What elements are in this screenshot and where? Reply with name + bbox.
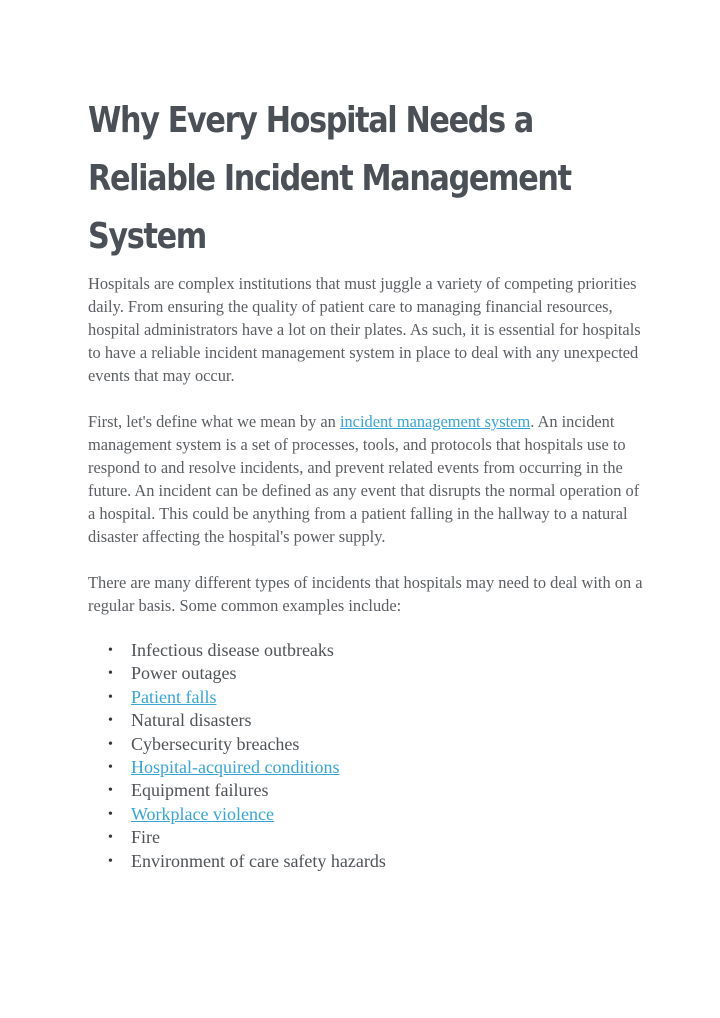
article-title: Why Every Hospital Needs a Reliable Incident Management System <box>88 100 571 257</box>
list-item <box>88 756 648 779</box>
incident-types-list <box>88 639 648 873</box>
bullet-icon: • <box>108 760 113 776</box>
incident-type-label: Environment of care safety hazards <box>131 850 386 871</box>
list-item <box>88 709 648 732</box>
definition-text-before-link: First, let's define what we mean by an <box>88 412 340 431</box>
incident-type-label: Fire <box>131 827 160 848</box>
incident-type-label: Infectious disease outbreaks <box>131 640 334 660</box>
list-item <box>88 686 648 709</box>
definition-text-after-link: . An incident management system is a set of processes, tools, and protocols that hospitals use to respond to and resolve incidents, and prevent related events from occurring in the future. An incident can be defined as any event that disrupts the normal operation of a hospital. This could be anything from a patient falling in the hallway to a natural disaster affecting the hospital's power supply. <box>88 412 640 546</box>
incident-type-link[interactable]: Hospital-acquired conditions <box>131 757 340 778</box>
incident-type-label: Equipment failures <box>131 780 269 801</box>
incident-type-label: Natural disasters <box>131 710 252 731</box>
list-item <box>88 850 648 873</box>
incident-management-system-link[interactable]: incident management system <box>339 412 531 431</box>
bullet-icon: • <box>108 689 113 705</box>
list-item <box>88 779 648 802</box>
definition-paragraph <box>88 410 648 548</box>
list-item <box>88 733 648 756</box>
list-item <box>88 803 648 826</box>
incident-type-link[interactable]: Workplace violence <box>131 803 274 824</box>
list-item <box>88 639 648 662</box>
list-item <box>88 662 648 685</box>
intro-paragraph: Hospitals are complex institutions that must juggle a variety of competing priorities daily. From ensuring the quality of patient care to managing financial resources, hospital administrators have a lot on their plates. As such, it is essential for hospitals to have a reliable incident management system in place to deal with any unexpected events that may occur. <box>88 274 641 385</box>
bullet-icon: • <box>108 830 113 846</box>
bullet-icon: • <box>108 643 113 658</box>
article <box>88 92 648 873</box>
incident-type-label: Power outages <box>131 663 237 684</box>
bullet-icon: • <box>108 736 113 752</box>
bullet-icon: • <box>108 806 113 822</box>
incident-type-label: Cybersecurity breaches <box>131 733 300 754</box>
title-wrapper <box>88 92 648 270</box>
bullet-icon: • <box>108 666 113 682</box>
list-item <box>88 826 648 849</box>
bullet-icon: • <box>108 713 113 729</box>
incident-type-link[interactable]: Patient falls <box>131 686 217 707</box>
bullet-icon: • <box>108 783 113 799</box>
list-intro-paragraph: There are many different types of incidents that hospitals may need to deal with on a regular basis. Some common examples include: <box>88 573 643 615</box>
bullet-icon: • <box>108 853 113 869</box>
